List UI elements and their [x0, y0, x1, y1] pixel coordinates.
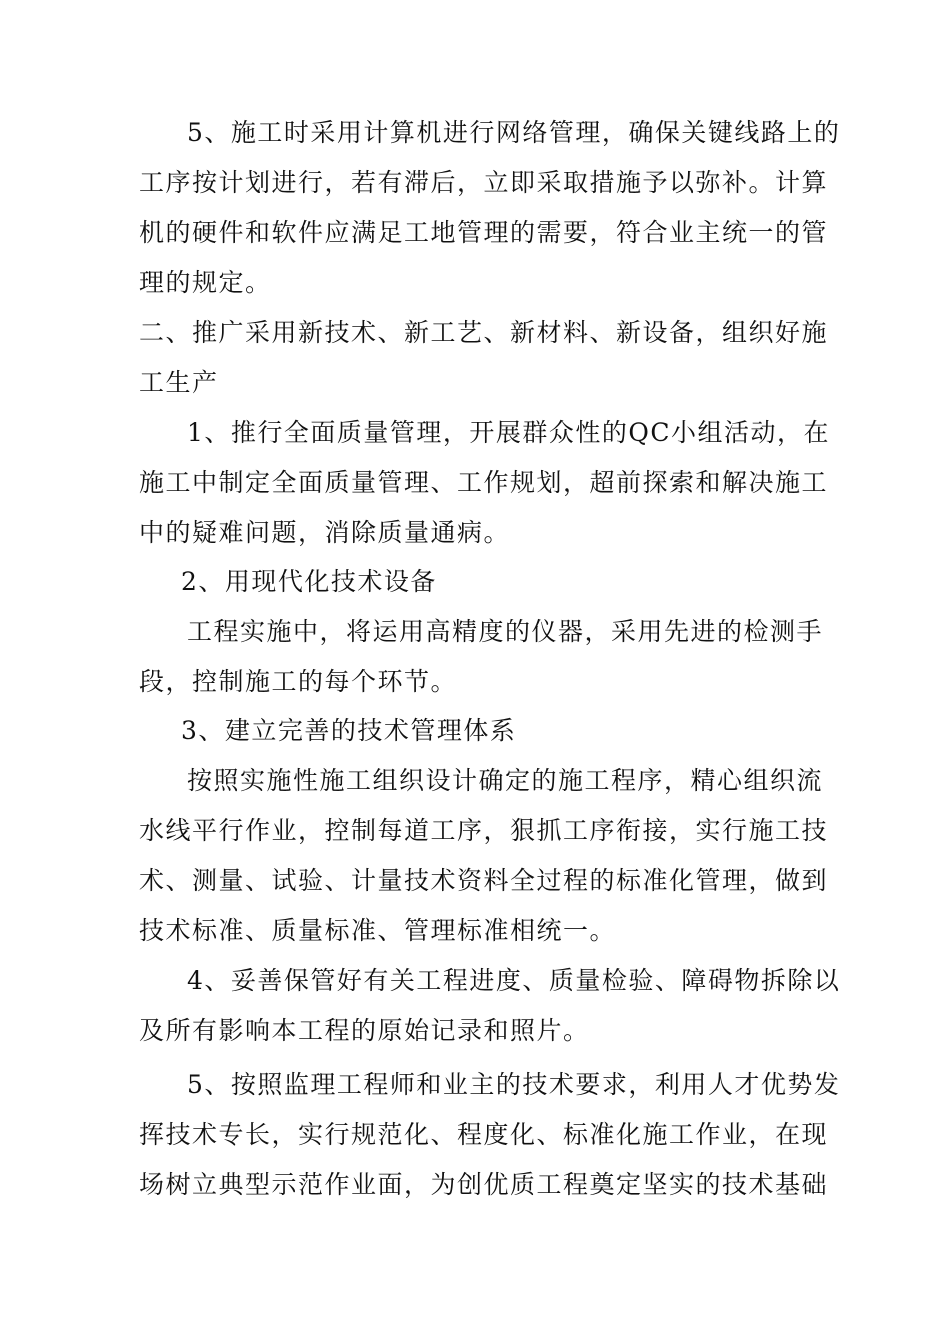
item-1-line-1: 1、推行全面质量管理，开展群众性的QC小组活动，在	[187, 418, 831, 447]
item-4-line-2: 及所有影响本工程的原始记录和照片。	[139, 1016, 590, 1045]
item-1-line-3: 中的疑难问题，消除质量通病。	[139, 518, 511, 547]
item-5-line-1: 5、按照监理工程师和业主的技术要求，利用人才优势发	[187, 1070, 841, 1099]
item-1-line-2: 施工中制定全面质量管理、工作规划，超前探索和解决施工	[139, 468, 829, 497]
item-4-line-1: 4、妥善保管好有关工程进度、质量检验、障碍物拆除以	[187, 966, 841, 995]
item-5-line-2: 挥技术专长，实行规范化、程度化、标准化施工作业，在现	[139, 1120, 829, 1149]
item-2-body-line-2: 段，控制施工的每个环节。	[139, 667, 458, 696]
paragraph-1-line-1: 5、施工时采用计算机进行网络管理，确保关键线路上的	[187, 118, 841, 147]
item-3-body-line-2: 水线平行作业，控制每道工序，狠抓工序衔接，实行施工技	[139, 816, 829, 845]
item-3-heading: 3、建立完善的技术管理体系	[181, 716, 517, 745]
paragraph-1-line-4: 理的规定。	[139, 268, 272, 297]
paragraph-1-line-2: 工序按计划进行，若有滞后，立即采取措施予以弥补。计算	[139, 168, 829, 197]
section-heading-line-1: 二、推广采用新技术、新工艺、新材料、新设备，组织好施	[139, 318, 829, 347]
item-2-body-line-1: 工程实施中，将运用高精度的仪器，采用先进的检测手	[187, 617, 824, 646]
item-5-line-3: 场树立典型示范作业面，为创优质工程奠定坚实的技术基础	[139, 1170, 829, 1199]
item-3-body-line-3: 术、测量、试验、计量技术资料全过程的标准化管理，做到	[139, 866, 829, 895]
item-2-heading: 2、用现代化技术设备	[181, 567, 437, 596]
paragraph-1-line-3: 机的硬件和软件应满足工地管理的需要，符合业主统一的管	[139, 218, 829, 247]
item-3-body-line-4: 技术标准、质量标准、管理标准相统一。	[139, 916, 617, 945]
item-3-body-line-1: 按照实施性施工组织设计确定的施工程序，精心组织流	[187, 766, 824, 795]
section-heading-line-2: 工生产	[139, 368, 219, 397]
